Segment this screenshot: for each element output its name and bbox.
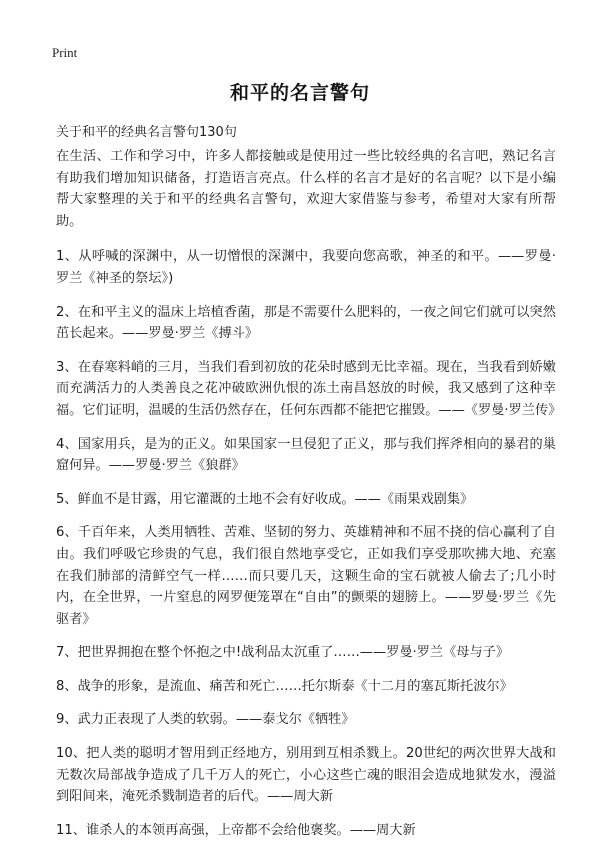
- article-subtitle: 关于和平的经典名言警句130句: [56, 125, 237, 140]
- quote-paragraph: 7、把世界拥抱在整个怀抱之中!战利品太沉重了……——罗曼·罗兰《母与子》: [56, 645, 510, 661]
- quote-paragraph: 3、在春寒料峭的三月，当我们看到初放的花朵时感到无比幸福。现在，当我看到娇嫩而充满活力的人类善良之花冲破欧洲仇恨的冻土南昌怒放的时候，我又感到了这种幸福。它们证明，温暖的生活仍然存在，任何东西都不能把它摧毁。——《罗曼·罗兰传》: [56, 359, 562, 418]
- quote-paragraph: 1、从呼喊的深渊中，从一切憎恨的深渊中，我要向您高歌，神圣的和平。——罗曼·罗兰《神圣的祭坛》): [56, 249, 556, 286]
- quote-paragraph: 5、鲜血不是甘露，用它灌溉的土地不会有好收成。——《雨果戏剧集》: [56, 491, 474, 507]
- quote-paragraph: 8、战争的形象，是流血、痛苦和死亡……托尔斯泰《十二月的塞瓦斯托波尔》: [56, 678, 513, 694]
- article-body: [56, 146, 562, 853]
- quote-paragraph: 4、国家用兵，是为的正义。如果国家一旦侵犯了正义，那与我们挥斧相向的暴君的巢窟何异。——罗曼·罗兰《狼群》: [56, 436, 556, 474]
- quote-paragraph: 9、武力正表现了人类的软弱。——泰戈尔《牺牲》: [56, 712, 355, 728]
- print-link[interactable]: Print: [52, 45, 78, 60]
- quote-paragraph: 2、在和平主义的温床上培植香菌，那是不需要什么肥料的，一夜之间它们就可以突然茁长起来。——罗曼·罗兰《搏斗》: [56, 304, 556, 342]
- quote-paragraph: 11、谁杀人的本领再高强，上帝都不会给他褒奖。——周大新: [56, 822, 416, 838]
- intro-paragraph: 在生活、工作和学习中，许多人都接触或是使用过一些比较经典的名言吧，熟记名言有助我们增加知识储备，打造语言亮点。什么样的名言才是好的名言呢？以下是小编帮大家整理的关于和平的经典名言警句，欢迎大家借鉴与参考，希望对大家有所帮助。: [56, 149, 556, 229]
- page-title: 和平的名言警句: [229, 82, 370, 104]
- quote-paragraph: 6、千百年来，人类用牺牲、苦难、坚韧的努力、英雄精神和不屈不挠的信心赢利了自由。我们呼吸它珍贵的气息，我们很自然地享受它，正如我们享受那吹拂大地、充塞在我们肺部的清鲜空气一样……而只要几天，这颗生命的宝石就被人偷去了;几小时内，在全世界，一片窒息的网罗便笼罩在“自由”的颤栗的翅膀上。——罗曼·罗兰《先驱者》: [56, 525, 556, 627]
- quote-paragraph: 10、把人类的聪明才智用到正经地方，别用到互相杀戮上。20世纪的两次世界大战和无数次局部战争造成了几千万人的死亡，小心这些亡魂的眼泪会造成地狱发水，漫溢到阳间来，淹死杀戮制造者的后代。——周大新: [56, 746, 556, 805]
